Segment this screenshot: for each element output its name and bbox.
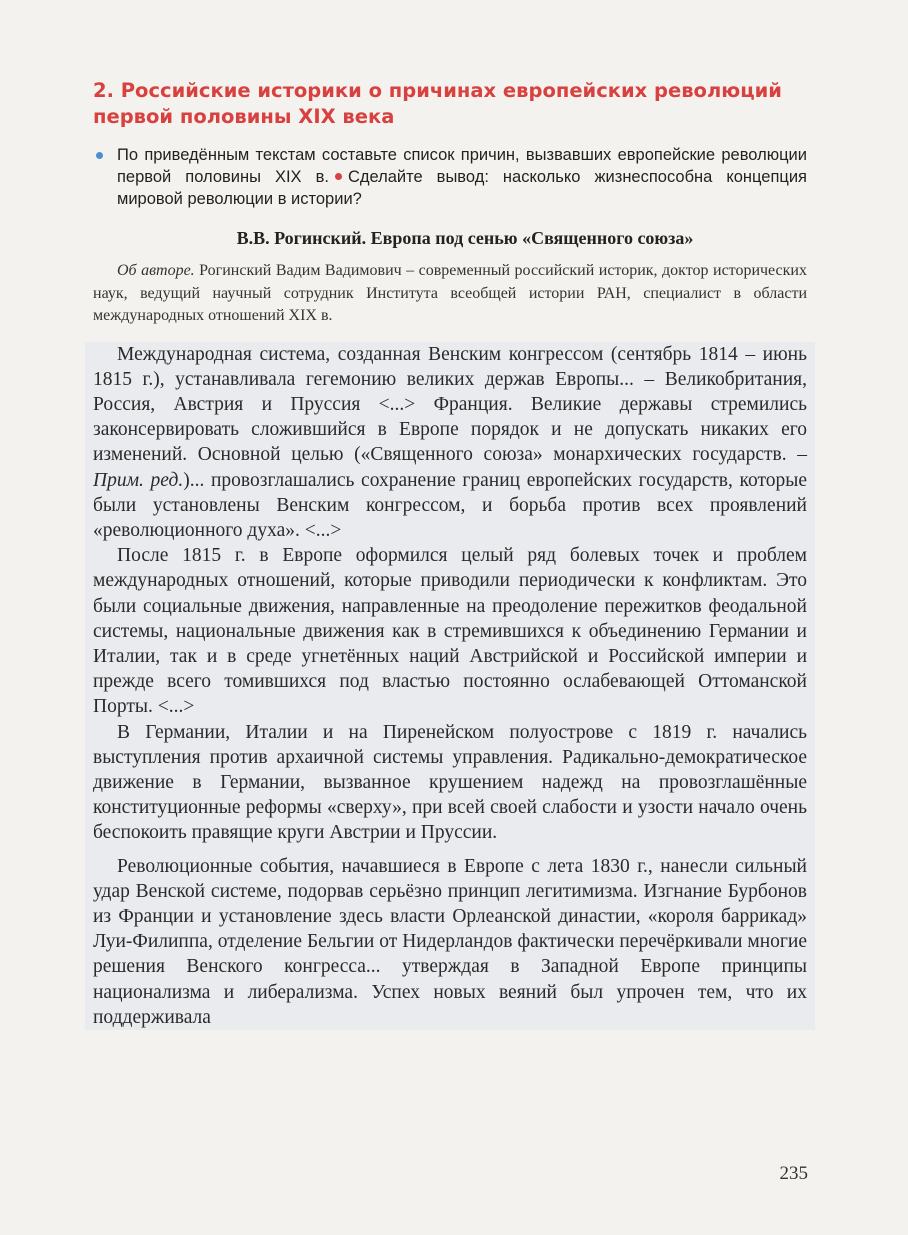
about-text: Рогинский Вадим Вадимович – современный российский историк, доктор исторических наук, ведущий научный сотрудник Института всеобщей истории РАН, специалист в области международных отношений XIX в. bbox=[93, 262, 807, 324]
paragraph-1-text-b: )... провозглашались сохранение границ европейских государств, которые были установлены Венским конгрессом, и борьба против всех проявлений «революционного духа». <...> bbox=[93, 469, 808, 541]
paragraph-3: В Германии, Италии и на Пиренейском полуострове с 1819 г. начались выступления против архаичной системы управления. Радикально-демократическое движение в Германии, вызванное крушением надежд на провозглашённые конституционные реформы «сверху», при всей своей слабости и узости начало очень беспокоить правящие круги Австрии и Пруссии. bbox=[93, 721, 807, 844]
about-author bbox=[93, 260, 807, 328]
section-title: 2. Российские историки о причинах европейских революций первой половины XIX века bbox=[93, 79, 782, 128]
page-content bbox=[93, 78, 807, 1030]
blue-bullet-icon bbox=[96, 152, 103, 159]
text-body bbox=[85, 342, 815, 1030]
about-label: Об авторе. bbox=[117, 262, 195, 279]
paragraph-1-text-a: Международная система, созданная Венским конгрессом (сентябрь 1814 – июнь 1815 г.), устанавливала гегемонию великих держав Европы... – Великобритания, Россия, Австрия и Пруссия <...> Франция. Великие державы стремились законсервировать сложившийся в Европе порядок и не допускать никаких его изменений. Основной целью («Священного союза» монархических государств. – bbox=[93, 343, 807, 466]
editor-note: Прим. ред. bbox=[93, 469, 184, 491]
task-block bbox=[93, 144, 807, 210]
task-part-2: Сделайте вывод: насколько жизнеспособна концепция мировой революции в истории? bbox=[117, 168, 807, 208]
paragraph-4: Революционные события, начавшиеся в Европе с лета 1830 г., нанесли сильный удар Венской системе, подорвав серьёзно принцип легитимизма. Изгнание Бурбонов из Франции и установление здесь власти Орлеанской династии, «короля баррикад» Луи-Филиппа, отделение Бельгии от Нидерландов фактически перечёркивали многие решения Венского конгресса... утверждая в Западной Европе принципы национализма и либерализма. Успех новых веяний был упрочен тем, что их поддерживала bbox=[93, 855, 807, 1028]
paragraph-1 bbox=[93, 342, 807, 544]
text-title: В.В. Рогинский. Европа под сенью «Священного союза» bbox=[236, 228, 694, 248]
page-number: 235 bbox=[779, 1163, 808, 1184]
red-dot-icon bbox=[335, 173, 342, 180]
task-part-1: По приведённым текстам составьте список причин, вызвавших европейские революции первой половины XIX в. bbox=[117, 146, 807, 186]
paragraph-2: После 1815 г. в Европе оформился целый ряд болевых точек и проблем международных отношений, которые приводили периодически к конфликтам. Это были социальные движения, направленные на преодоление пережитков феодальной системы, национальные движения как в стремившихся к объединению Германии и Италии, так и в среде угнетённых наций Австрийской и Российской империи и прежде всего томившихся под властью постоянно ослабевающей Оттоманской Порты. <...> bbox=[93, 545, 807, 718]
